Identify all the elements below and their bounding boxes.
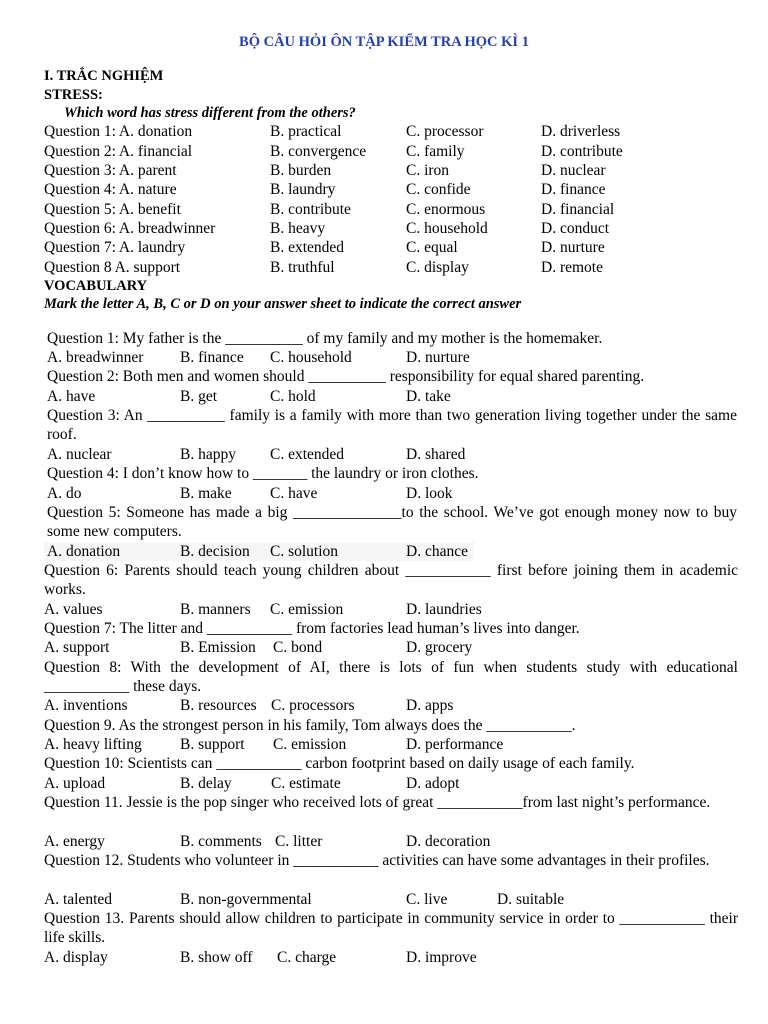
answer-option: C. estimate [271, 775, 341, 792]
question-text: Question 6: Parents should teach young children about ___________ first before joining them in academic works. [44, 562, 738, 598]
answer-options [0, 696, 768, 715]
question-text: Question 7: The litter and ___________ from factories lead human’s lives into danger. [44, 620, 580, 637]
question-text: Question 1: My father is the __________ of my family and my mother is the homemaker. [47, 330, 603, 347]
stress-heading: STRESS: [44, 87, 103, 103]
answer-option: D. chance [406, 543, 468, 560]
answer-option: A. values [44, 601, 103, 618]
answer-option: C. solution [270, 543, 339, 560]
stress-option: D. contribute [541, 142, 623, 160]
answer-option: B. finance [180, 349, 244, 366]
answer-options [0, 387, 768, 406]
answer-options [0, 735, 768, 754]
stress-option: B. heavy [270, 220, 326, 237]
answer-option: B. comments [180, 833, 262, 850]
stress-option: D. nuclear [541, 162, 606, 179]
answer-option: B. get [180, 388, 218, 405]
question-text: Question 8: With the development of AI, there is lots of fun when students study with educational ___________ these days. [44, 659, 738, 695]
stress-option: B. truthful [270, 259, 335, 276]
answer-options [0, 890, 768, 909]
stress-option: D. finance [541, 181, 606, 198]
answer-option: A. nuclear [47, 446, 112, 463]
answer-option: D. adopt [406, 775, 460, 792]
answer-option: A. do [47, 485, 82, 502]
answer-option: B. happy [180, 446, 236, 463]
answer-option: B. decision [180, 543, 250, 560]
answer-option: A. have [47, 388, 96, 405]
stress-instruction: Which word has stress different from the others? [64, 105, 356, 121]
document-title: BỘ CÂU HỎI ÔN TẬP KIỂM TRA HỌC KÌ 1 [239, 34, 529, 50]
stress-row [0, 180, 768, 199]
question-text: Question 11. Jessie is the pop singer who received lots of great ___________from last night’s performance. [44, 794, 711, 811]
answer-option: C. emission [273, 736, 347, 753]
question-text: Question 12. Students who volunteer in ___________ activities can have some advantages in their profiles. [44, 852, 710, 869]
answer-option: A. heavy lifting [44, 736, 142, 753]
answer-option: D. laundries [406, 601, 482, 618]
question-text: Question 3: An __________ family is a family with more than two generation living together under the same roof. [47, 407, 737, 443]
stress-option: B. convergence [270, 142, 367, 160]
stress-row [0, 238, 768, 257]
stress-row [0, 122, 768, 141]
stress-option: B. burden [270, 162, 332, 179]
answer-option: A. donation [47, 543, 121, 560]
stress-option: D. financial [541, 201, 615, 218]
answer-option: C. hold [270, 388, 316, 405]
answer-option: D. look [406, 485, 453, 502]
stress-option: C. enormous [406, 201, 486, 218]
stress-option: Question 5: A. benefit [44, 201, 181, 218]
answer-options [0, 348, 768, 367]
stress-option: C. household [406, 220, 488, 237]
answer-options [0, 445, 768, 464]
stress-option: B. practical [270, 123, 342, 140]
answer-options [0, 484, 768, 503]
answer-option: A. support [44, 639, 110, 656]
answer-options [0, 638, 768, 657]
question-text: Question 13. Parents should allow children to participate in community service in order to ___________ their life skills. [44, 910, 738, 946]
answer-option: D. shared [406, 446, 466, 463]
answer-option: B. manners [180, 601, 251, 618]
answer-option: B. Emission [180, 639, 256, 656]
stress-option: Question 7: A. laundry [44, 239, 186, 256]
stress-option: B. extended [270, 239, 345, 256]
stress-option: Question 1: A. donation [44, 123, 193, 140]
stress-option: Question 6: A. breadwinner [44, 220, 216, 237]
stress-option: Question 8 A. support [44, 259, 181, 276]
stress-option: C. processor [406, 123, 484, 140]
stress-option: D. nurture [541, 239, 605, 256]
answer-option: B. non-governmental [180, 891, 312, 908]
answer-option: A. inventions [44, 697, 128, 714]
answer-options [0, 832, 768, 851]
stress-option: B. laundry [270, 181, 336, 198]
stress-option: Question 2: A. financial [44, 142, 193, 160]
stress-option: Question 3: A. parent [44, 162, 177, 179]
answer-option: C. emission [270, 601, 344, 618]
question-text: Question 9. As the strongest person in his family, Tom always does the ___________. [44, 717, 576, 734]
answer-option: B. make [180, 485, 232, 502]
stress-option: C. family [406, 142, 465, 160]
stress-option: B. contribute [270, 201, 351, 218]
answer-option: D. take [406, 388, 451, 405]
answer-option: A. breadwinner [47, 349, 144, 366]
answer-option: A. energy [44, 833, 105, 850]
answer-options [44, 542, 474, 561]
answer-option: C. charge [277, 949, 337, 966]
answer-option: B. delay [180, 775, 232, 792]
answer-option: D. apps [406, 697, 454, 714]
answer-option: C. extended [270, 446, 345, 463]
answer-options [0, 774, 768, 793]
answer-option: C. litter [275, 833, 323, 850]
answer-options [0, 600, 768, 619]
stress-row [0, 219, 768, 238]
stress-option: C. confide [406, 181, 471, 198]
answer-option: D. improve [406, 949, 477, 966]
answer-option: C. have [270, 485, 318, 502]
answer-option: C. household [270, 349, 352, 366]
answer-option: A. upload [44, 775, 106, 792]
answer-option: D. decoration [406, 833, 491, 850]
stress-row [0, 161, 768, 180]
answer-option: D. grocery [406, 639, 473, 656]
answer-option: B. resources [180, 697, 257, 714]
question-text: Question 10: Scientists can ___________ carbon footprint based on daily usage of each family. [44, 755, 635, 772]
stress-option: D. conduct [541, 220, 610, 237]
answer-option: B. show off [180, 949, 253, 966]
answer-option: A. display [44, 949, 108, 966]
answer-options [0, 948, 768, 967]
answer-option: C. bond [273, 639, 323, 656]
vocabulary-instruction: Mark the letter A, B, C or D on your answer sheet to indicate the correct answer [44, 296, 522, 312]
question-text: Question 2: Both men and women should __________ responsibility for equal shared parenting. [47, 368, 645, 385]
question-text: Question 4: I don’t know how to _______ the laundry or iron clothes. [47, 465, 479, 482]
stress-option: Question 4: A. nature [44, 181, 177, 198]
section-heading: I. TRẮC NGHIỆM [44, 68, 164, 84]
stress-option: D. driverless [541, 123, 621, 140]
answer-option: D. suitable [497, 891, 565, 908]
answer-option: C. processors [271, 697, 355, 714]
question-text: Question 5: Someone has made a big ______________to the school. We’ve got enough money now to buy some new computers. [47, 504, 737, 540]
vocabulary-heading: VOCABULARY [44, 278, 148, 294]
answer-option: A. talented [44, 891, 113, 908]
stress-row [0, 200, 768, 219]
stress-option: C. display [406, 259, 469, 276]
stress-option: D. remote [541, 259, 603, 276]
answer-option: C. live [406, 891, 448, 908]
stress-row [0, 258, 768, 277]
stress-row [0, 142, 768, 161]
stress-option: C. iron [406, 162, 450, 179]
answer-option: D. nurture [406, 349, 470, 366]
answer-option: B. support [180, 736, 245, 753]
stress-option: C. equal [406, 239, 458, 256]
answer-option: D. performance [406, 736, 504, 753]
